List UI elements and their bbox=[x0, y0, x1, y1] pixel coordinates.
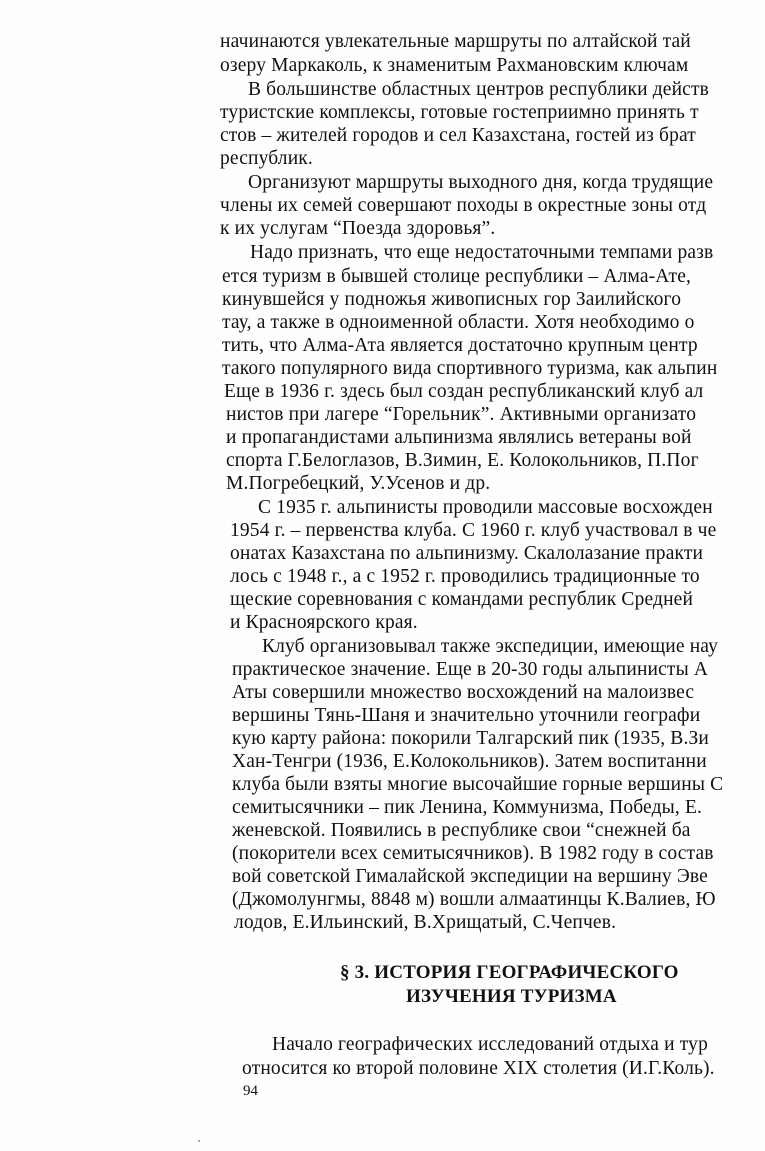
text-line: к их услугам “Поезда здоровья”. bbox=[220, 218, 496, 239]
text-line: Организуют маршруты выходного дня, когда трудящие bbox=[248, 172, 714, 193]
text-line: лось с 1948 г., а с 1952 г. проводились традиционные то bbox=[230, 566, 700, 587]
section-heading-line-2: ИЗУЧЕНИЯ ТУРИЗМА bbox=[406, 986, 617, 1007]
scan-speck bbox=[198, 1140, 200, 1142]
text-line: (Джомолунгмы, 8848 м) вошли алмаатинцы К.Валиев, Ю bbox=[232, 889, 716, 910]
text-line: 1954 г. – первенства клуба. С 1960 г. клуб участвовал в че bbox=[230, 520, 717, 541]
text-line: Еще в 1936 г. здесь был создан республиканский клуб ал bbox=[224, 381, 704, 402]
text-line: спорта Г.Белоглазов, В.Зимин, Е. Колокольников, П.Пог bbox=[226, 450, 699, 471]
text-line: вой советской Гималайской экспедиции на вершину Эве bbox=[232, 866, 708, 887]
section-heading-line-1: § 3. ИСТОРИЯ ГЕОГРАФИЧЕСКОГО bbox=[340, 962, 679, 983]
text-line: стов – жителей городов и сел Казахстана, гостей из брат bbox=[220, 125, 696, 146]
text-line: озеру Маркаколь, к знаменитым Рахмановским ключам bbox=[220, 55, 689, 76]
text-line: члены их семей совершают походы в окрестные зоны отд bbox=[220, 195, 707, 216]
text-line: ется туризм в бывшей столице республики – Алма-Ате, bbox=[222, 266, 692, 287]
text-line: Клуб организовывал также экспедиции, имеющие нау bbox=[262, 636, 719, 657]
text-line: кую карту района: покорили Талгарский пик (1935, В.Зи bbox=[232, 728, 709, 749]
text-line: кинувшейся у подножья живописных гор Заилийского bbox=[222, 289, 682, 310]
text-line: начинаются увлекательные маршруты по алтайской тай bbox=[220, 31, 691, 52]
text-line: и пропагандистами альпинизма являлись ветераны вой bbox=[226, 427, 692, 448]
text-line: (покорители всех семитысячников). В 1982 году в состав bbox=[232, 843, 714, 864]
text-line: туристские комплексы, готовые гостеприимно принять т bbox=[220, 102, 699, 123]
text-line: В большинстве областных центров республики действ bbox=[248, 79, 709, 100]
text-line: женевской. Появились в республике свои “снежней ба bbox=[232, 820, 691, 841]
text-line: Аты совершили множество восхождений на малоизвес bbox=[232, 682, 695, 703]
text-line: вершины Тянь-Шаня и значительно уточнили географи bbox=[232, 705, 701, 726]
text-line: тау, а также в одноименной области. Хотя необходимо о bbox=[222, 312, 695, 333]
text-line: клуба были взяты многие высочайшие горные вершины С bbox=[232, 774, 724, 795]
text-line: и Красноярского края. bbox=[230, 612, 418, 633]
text-line: семитысячники – пик Ленина, Коммунизма, Победы, Е. bbox=[232, 797, 703, 818]
text-line: республик. bbox=[220, 148, 313, 169]
text-line: нистов при лагере “Горельник”. Активными организато bbox=[226, 404, 697, 425]
text-line: М.Погребецкий, У.Усенов и др. bbox=[226, 473, 491, 494]
page-number: 94 bbox=[243, 1083, 258, 1099]
text-line: С 1935 г. альпинисты проводили массовые восхожден bbox=[258, 497, 713, 518]
text-line: практическое значение. Еще в 20-30 годы альпинисты А bbox=[232, 659, 709, 680]
text-line: Начало географических исследований отдыха и тур bbox=[272, 1034, 708, 1055]
text-line: онатах Казахстана по альпинизму. Скалолазание практи bbox=[230, 543, 704, 564]
text-line: лодов, Е.Ильинский, В.Хрищатый, С.Чепчев. bbox=[234, 912, 617, 933]
text-line: такого популярного вида спортивного туризма, как альпин bbox=[222, 358, 718, 379]
text-line: щеские соревнования с командами республик Средней bbox=[230, 589, 694, 610]
text-line: Надо признать, что еще недостаточными темпами разв bbox=[250, 242, 714, 263]
text-line: тить, что Алма-Ата является достаточно крупным центр bbox=[222, 335, 698, 356]
text-line: Хан-Тенгри (1936, Е.Колокольников). Затем воспитанни bbox=[232, 751, 707, 772]
text-line: относится ко второй половине XIX столетия (И.Г.Коль). bbox=[242, 1058, 715, 1079]
